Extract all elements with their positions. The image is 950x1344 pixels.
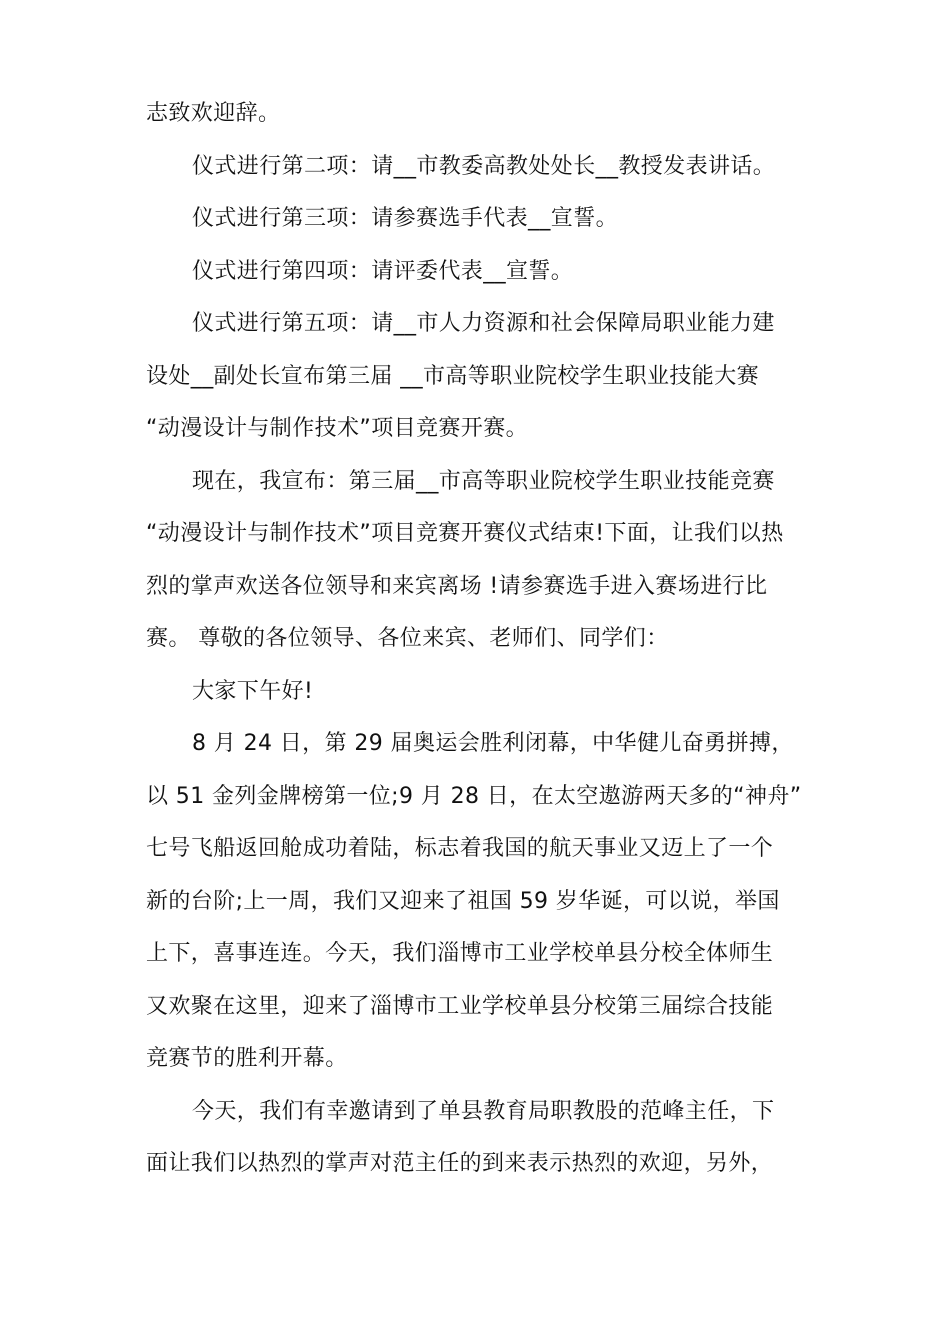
text-line: 赛。 尊敬的各位领导、各位来宾、老师们、同学们： — [146, 626, 669, 651]
text-line: 设处__副处长宣布第三届 __市高等职业院校学生职业技能大赛 — [146, 363, 759, 389]
text-line: 8 月 24 日，第 29 届奥运会胜利闭幕，中华健儿奋勇拼搏， — [192, 731, 794, 756]
text-line: “动漫设计与制作技术”项目竞赛开赛。 — [146, 416, 528, 441]
text-line: 仪式进行第五项：请__市人力资源和社会保障局职业能力建 — [192, 311, 775, 336]
text-line: 上下，喜事连连。今天，我们淄博市工业学校单县分校全体师生 — [146, 941, 774, 966]
text-line: 大家下午好! — [192, 678, 314, 704]
document-body — [146, 88, 818, 1191]
text-line: 仪式进行第二项：请__市教委高教处处长__教授发表讲话。 — [192, 153, 776, 179]
text-line: 七号飞船返回舱成功着陆，标志着我国的航天事业又迈上了一个 — [146, 836, 774, 861]
text-line: “动漫设计与制作技术”项目竞赛开赛仪式结束!下面，让我们以热 — [146, 521, 784, 546]
text-line: 面让我们以热烈的掌声对范主任的到来表示热烈的欢迎，另外， — [146, 1151, 774, 1176]
text-line: 仪式进行第三项：请参赛选手代表__宣誓。 — [192, 206, 619, 231]
text-line: 新的台阶;上一周，我们又迎来了祖国 59 岁华诞，可以说，举国 — [146, 888, 780, 914]
text-line: 竞赛节的胜利开幕。 — [146, 1046, 348, 1071]
text-line: 仪式进行第四项：请评委代表__宣誓。 — [192, 258, 574, 284]
text-line: 现在，我宣布：第三届__市高等职业院校学生职业技能竞赛 — [192, 468, 775, 494]
text-line: 以 51 金列金牌榜第一位;9 月 28 日，在太空遨游两天多的“神舟” — [146, 783, 802, 809]
text-line: 志致欢迎辞。 — [146, 101, 281, 126]
text-line: 今天，我们有幸邀请到了单县教育局职教股的范峰主任，下 — [192, 1098, 775, 1124]
text-line: 烈的掌声欢送各位领导和来宾离场 !请参赛选手进入赛场进行比 — [146, 573, 768, 599]
text-line: 又欢聚在这里，迎来了淄博市工业学校单县分校第三届综合技能 — [146, 993, 774, 1019]
